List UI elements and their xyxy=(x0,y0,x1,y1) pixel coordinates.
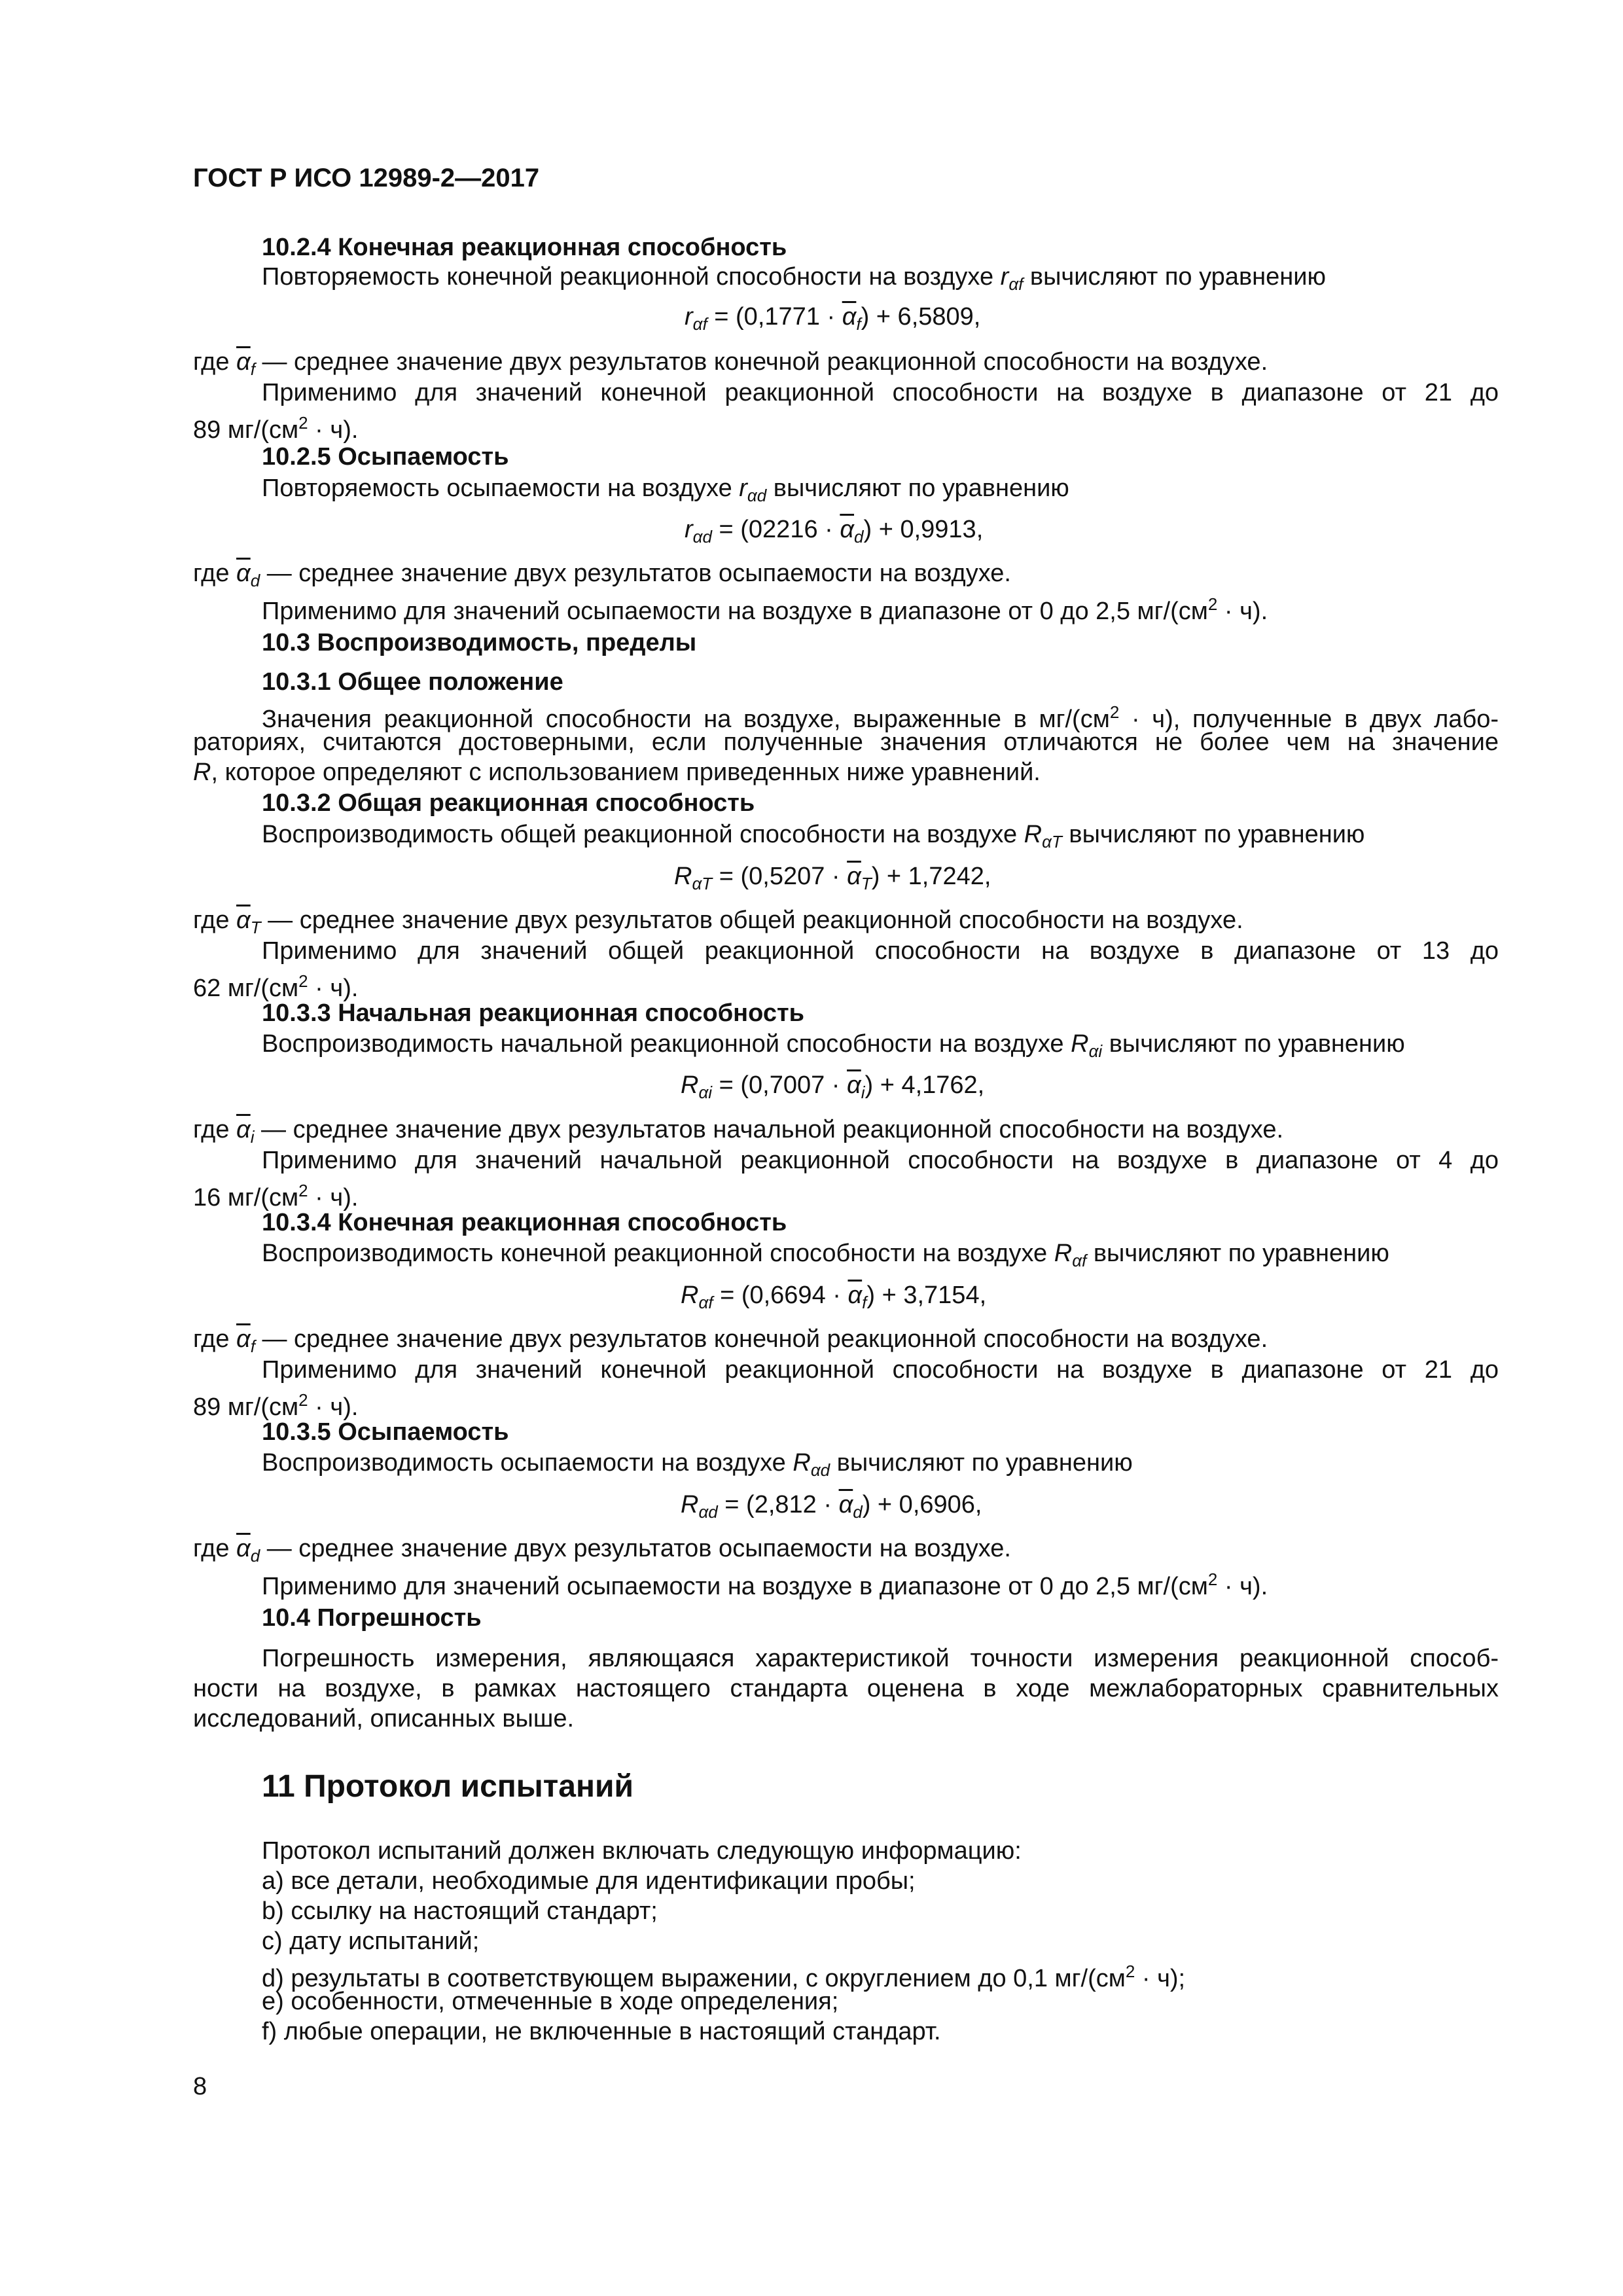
paragraph-10-4-line1: Погрешность измерения, являющаяся характеристикой точности измерения реакционной способ- xyxy=(262,1645,1499,1672)
paragraph-10-3-1-line3: R, которое определяют с использованием приведенных ниже уравнений. xyxy=(193,759,1041,786)
where-clause-10-3-3: где $\overline{\alpha}_i$ — среднее значение двух результатов начальной реакционной способности на воздухе. xyxy=(193,1116,1284,1147)
paragraph-10-3-3-intro: Воспроизводимость начальной реакционной способности на воздухе $R_{\alpha i}$ вычисляют по уравнению xyxy=(262,1030,1405,1061)
range-10-2-4-line2: 89 $мг/(см^2 \cdot ч)$. xyxy=(193,413,359,444)
equation-10-2-4: $r_{\alpha f} = (0,1771 \cdot \overline{\alpha}_f) + 6,5809$, xyxy=(685,303,981,334)
section-heading-10-2-4: 10.2.4 Конечная реакционная способность xyxy=(262,234,787,261)
where-clause-10-3-5: где $\overline{\alpha}_d$ — среднее значение двух результатов осыпаемости на воздухе. xyxy=(193,1535,1011,1566)
paragraph-10-2-5-intro: Повторяемость осыпаемости на воздухе $r_{\alpha d}$ вычисляют по уравнению xyxy=(262,475,1069,505)
section-heading-10-2-5: 10.2.5 Осыпаемость xyxy=(262,443,509,471)
equation-10-2-5: $r_{\alpha d} = (02216 \cdot \overline{\alpha}_d) + 0,9913$, xyxy=(685,516,984,547)
protocol-item-b: b) ссылку на настоящий стандарт; xyxy=(262,1897,658,1925)
equation-10-3-5: $R_{\alpha d} = (2,812 \cdot \overline{\alpha}_d) + 0,6906$, xyxy=(681,1491,982,1522)
section-heading-10-4: 10.4 Погрешность xyxy=(262,1604,482,1632)
paragraph-10-3-5-intro: Воспроизводимость осыпаемости на воздухе $R_{\alpha d}$ вычисляют по уравнению xyxy=(262,1449,1133,1480)
range-10-2-5: Применимо для значений осыпаемости на воздухе в диапазоне от 0 до 2,5 $мг/(см^2 \cdot ч)$. xyxy=(262,594,1268,625)
paragraph-10-3-4-intro: Воспроизводимость конечной реакционной способности на воздухе $R_{\alpha f}$ вычисляют по уравнению xyxy=(262,1240,1389,1270)
where-clause-10-3-2: где $\overline{\alpha}_T$ — среднее значение двух результатов общей реакционной способности на воздухе. xyxy=(193,906,1243,937)
section-heading-11: 11 Протокол испытаний xyxy=(262,1769,633,1804)
range-10-3-3-line2: 16 $мг/(см^2 \cdot ч)$. xyxy=(193,1181,359,1211)
section-heading-10-3: 10.3 Воспроизводимость, пределы xyxy=(262,629,697,656)
range-10-3-5: Применимо для значений осыпаемости на воздухе в диапазоне от 0 до 2,5 $мг/(см^2 \cdot ч)$. xyxy=(262,1570,1268,1600)
section-heading-10-3-5: 10.3.5 Осыпаемость xyxy=(262,1418,509,1446)
section-heading-10-3-4: 10.3.4 Конечная реакционная способность xyxy=(262,1209,787,1236)
paragraph-10-3-1-line2: раториях, считаются достоверными, если полученные значения отличаются не более чем на значение xyxy=(193,728,1499,756)
protocol-intro: Протокол испытаний должен включать следующую информацию: xyxy=(262,1837,1022,1865)
where-clause-10-3-4: где $\overline{\alpha}_f$ — среднее значение двух результатов конечной реакционной способности на воздухе. xyxy=(193,1325,1268,1356)
range-10-3-2-line1: Применимо для значений общей реакционной способности на воздухе в диапазоне от 13 до xyxy=(262,937,1499,965)
section-heading-10-3-2: 10.3.2 Общая реакционная способность xyxy=(262,789,755,817)
range-10-3-4-line1: Применимо для значений конечной реакционной способности на воздухе в диапазоне от 21 до xyxy=(262,1356,1499,1384)
protocol-item-d: d) результаты в соответствующем выражении, с округлением до 0,1 $мг/(см^2 \cdot ч)$; xyxy=(262,1962,1186,1992)
protocol-item-e: e) особенности, отмеченные в ходе определения; xyxy=(262,1988,839,2015)
document-header: ГОСТ Р ИСО 12989-2—2017 xyxy=(193,164,540,192)
range-10-2-4-line1: Применимо для значений конечной реакционной способности на воздухе в диапазоне от 21 до xyxy=(262,379,1499,406)
paragraph-10-3-1-line1: Значения реакционной способности на воздухе, выраженные в $мг/(см^2 \cdot ч)$, полученные в двух лабо- xyxy=(262,702,1499,733)
range-10-3-4-line2: 89 $мг/(см^2 \cdot ч)$. xyxy=(193,1390,359,1421)
equation-10-3-3: $R_{\alpha i} = (0,7007 \cdot \overline{\alpha}_i) + 4,1762$, xyxy=(681,1071,985,1102)
paragraph-10-3-2-intro: Воспроизводимость общей реакционной способности на воздухе $R_{\alpha T}$ вычисляют по уравнению xyxy=(262,821,1365,852)
paragraph-10-2-4-intro: Повторяемость конечной реакционной способности на воздухе $r_{\alpha f}$ вычисляют по уравнению xyxy=(262,263,1326,294)
paragraph-10-4-line3: исследований, описанных выше. xyxy=(193,1705,575,1732)
protocol-item-a: a) все детали, необходимые для идентификации пробы; xyxy=(262,1867,916,1895)
protocol-item-c: c) дату испытаний; xyxy=(262,1928,480,1955)
section-heading-10-3-3: 10.3.3 Начальная реакционная способность xyxy=(262,999,804,1027)
range-10-3-3-line1: Применимо для значений начальной реакционной способности на воздухе в диапазоне от 4 до xyxy=(262,1147,1499,1174)
where-clause-10-2-4: где $\overline{\alpha}_f$ — среднее значение двух результатов конечной реакционной способности на воздухе. xyxy=(193,348,1268,379)
page-number: 8 xyxy=(193,2073,207,2100)
equation-10-3-4: $R_{\alpha f} = (0,6694 \cdot \overline{\alpha}_f) + 3,7154$, xyxy=(681,1282,987,1312)
paragraph-10-4-line2: ности на воздухе, в рамках настоящего стандарта оценена в ходе межлабораторных сравнительных xyxy=(193,1675,1499,1702)
equation-10-3-2: $R_{\alpha T} = (0,5207 \cdot \overline{\alpha}_T) + 1,7242$, xyxy=(674,863,991,893)
protocol-item-f: f) любые операции, не включенные в настоящий стандарт. xyxy=(262,2018,941,2045)
section-heading-10-3-1: 10.3.1 Общее положение xyxy=(262,668,563,696)
range-10-3-2-line2: 62 $мг/(см^2 \cdot ч)$. xyxy=(193,971,359,1002)
where-clause-10-2-5: где $\overline{\alpha}_d$ — среднее значение двух результатов осыпаемости на воздухе. xyxy=(193,560,1011,590)
